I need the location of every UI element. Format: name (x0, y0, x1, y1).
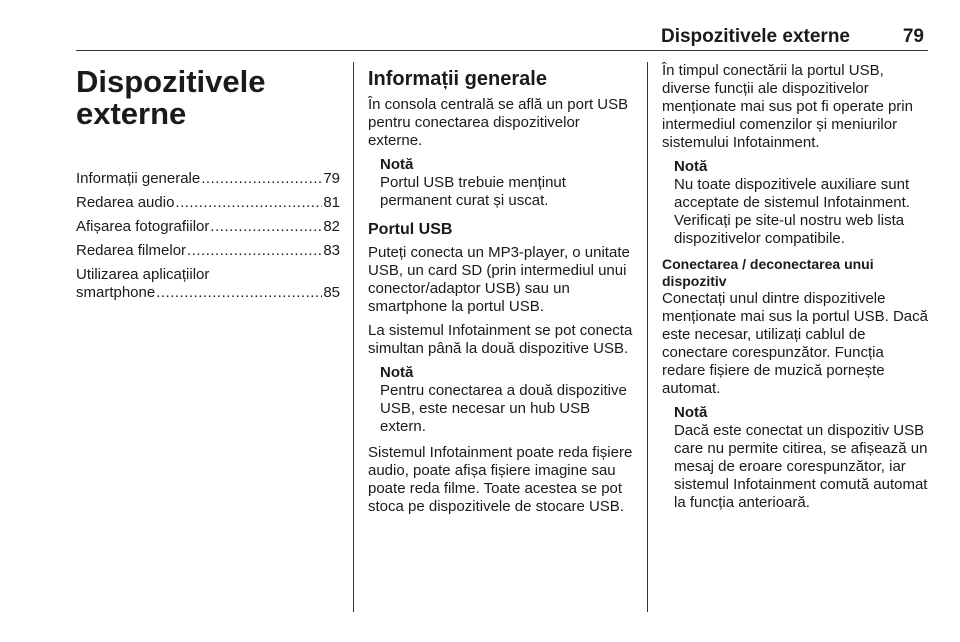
subsection-heading: Conectarea / deconectarea unui dispozitiv (662, 256, 874, 289)
chapter-title: Dispozitivele externe (76, 64, 266, 131)
toc-leader (156, 284, 322, 302)
note-box (674, 158, 928, 248)
toc-label: Afișarea fotografiilor (76, 218, 210, 235)
column-divider-2 (647, 62, 648, 612)
note-title: Notă (674, 158, 708, 175)
note-text: Dacă este conectat un dispozitiv USB care nu permite citirea, se afișează un mesaj de eroare corespunzător, iar sistemul Infotainment comută automat la funcția anterioară. (674, 422, 928, 511)
note-title: Notă (674, 404, 708, 421)
paragraph: Conectați unul dintre dispozitivele menționate mai sus la portul USB. Dacă este necesar, utilizați cablul de conectare corespunzător. Funcția redare fișiere de muzică pornește automat. (662, 290, 928, 397)
note-text: Pentru conectarea a două dispozitive USB, este necesar un hub USB extern. (380, 382, 627, 435)
paragraph: În timpul conectării la portul USB, diverse funcții ale dispozitivelor menționate mai sus pot fi operate prin intermediul comenzilor și meniurilor sistemului Infotainment. (662, 62, 913, 151)
toc-column (76, 62, 340, 308)
toc-leader (175, 194, 322, 212)
toc-page: 79 (323, 170, 340, 187)
toc-label: Informații generale (76, 170, 201, 187)
note-box (380, 364, 634, 436)
toc-page: 85 (323, 284, 340, 301)
toc-leader (187, 242, 322, 260)
toc-item-5[interactable] (76, 266, 340, 302)
toc-page: 82 (323, 218, 340, 235)
toc-item-1[interactable] (76, 170, 340, 188)
toc-item-2[interactable] (76, 194, 340, 212)
note-text: Nu toate dispozitivele auxiliare sunt acceptate de sistemul Infotainment. Verificați pe site-ul nostru web lista dispozitivelor compatibile. (674, 176, 910, 247)
toc-item-4[interactable] (76, 242, 340, 260)
toc-page: 81 (323, 194, 340, 211)
note-box (674, 404, 928, 512)
toc-item-3[interactable] (76, 218, 340, 236)
note-box (380, 156, 634, 210)
page-header (76, 26, 928, 50)
section-heading: Informații generale (368, 68, 547, 90)
note-title: Notă (380, 156, 414, 173)
note-title: Notă (380, 364, 414, 381)
content-column-3 (662, 62, 928, 520)
content-column-2 (368, 62, 634, 522)
paragraph: La sistemul Infotainment se pot conecta simultan până la două dispozitive USB. (368, 322, 633, 357)
header-divider (76, 50, 928, 51)
toc-label: smartphone (76, 284, 156, 301)
column-divider-1 (353, 62, 354, 612)
toc-label-line1: Utilizarea aplicațiilor (76, 266, 210, 283)
paragraph: În consola centrală se află un port USB pentru conectarea dispozitivelor externe. (368, 96, 629, 149)
paragraph: Sistemul Infotainment poate reda fișiere audio, poate afișa fișiere imagine sau poate reda filme. Toate acestea se pot stoca pe dispozitivele de stocare USB. (368, 444, 633, 515)
subsection-heading: Portul USB (368, 221, 453, 238)
page-number: 79 (902, 26, 924, 47)
toc-label: Redarea filmelor (76, 242, 187, 259)
toc-leader (201, 170, 322, 188)
toc-label: Redarea audio (76, 194, 175, 211)
toc-page: 83 (323, 242, 340, 259)
paragraph: Puteți conecta un MP3-player, o unitate USB, un card SD (prin intermediul unui conector/adaptor USB) sau un smartphone la portul USB. (368, 244, 630, 315)
toc-leader (210, 218, 322, 236)
running-header-title: Dispozitivele externe (660, 26, 850, 47)
note-text: Portul USB trebuie menținut permanent curat și uscat. (380, 174, 566, 209)
